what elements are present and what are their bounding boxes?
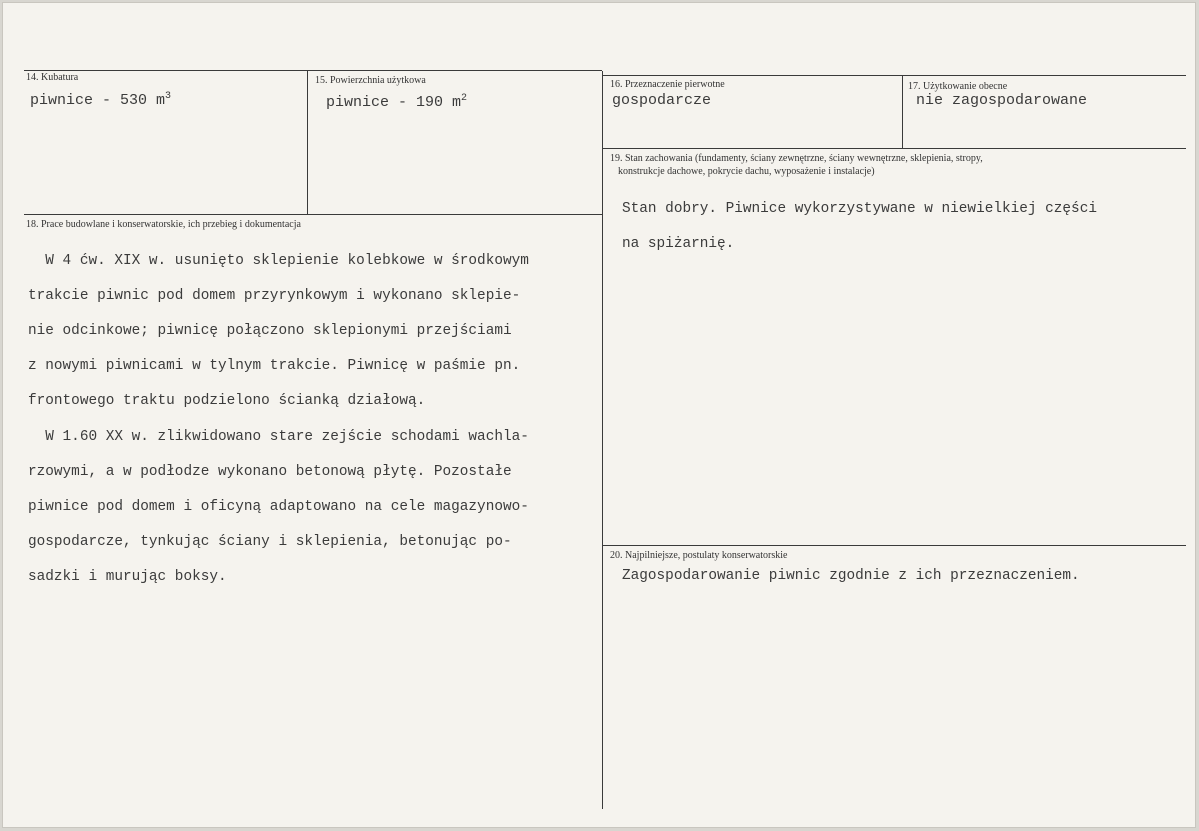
rule-top-left	[24, 70, 602, 71]
rule-16-19	[602, 148, 1186, 149]
field-19-text	[622, 183, 1097, 289]
field-16-value: gospodarcze	[612, 92, 712, 109]
rule-top-right	[602, 75, 1186, 76]
field-18-line: gospodarcze, tynkując ściany i sklepienia, betonując po-	[28, 534, 512, 551]
field-15-label: 15. Powierzchnia użytkowa	[315, 75, 426, 86]
field-16-label: 16. Przeznaczenie pierwotne	[610, 79, 725, 90]
field-15-value	[326, 90, 467, 112]
field-18-line: nie odcinkowe; piwnicę połączono sklepionymi przejściami	[28, 322, 512, 339]
rule-v-14-15	[307, 71, 308, 214]
field-18-line: W 4 ćw. XIX w. usunięto sklepienie kolebkowe w środkowym	[28, 252, 529, 269]
rule-14-18	[24, 214, 602, 215]
field-14-value	[30, 88, 171, 110]
field-15-text: piwnice - 190 m	[326, 94, 462, 111]
field-18-label: 18. Prace budowlane i konserwatorskie, ich przebieg i dokumentacja	[26, 219, 301, 230]
field-18-text	[28, 235, 529, 622]
field-14-label: 14. Kubatura	[26, 72, 79, 83]
field-17-value: nie zagospodarowane	[916, 92, 1088, 109]
inventory-card	[2, 2, 1196, 828]
rule-v-16-17	[902, 76, 903, 148]
field-19-line: Stan dobry. Piwnice wykorzystywane w niewielkiej części	[622, 200, 1097, 217]
field-19-label-line2: konstrukcje dachowe, pokrycie dachu, wyposażenie i instalacje)	[618, 166, 875, 177]
field-14-unit-exp: 3	[165, 91, 172, 102]
field-18-line: piwnice pod domem i oficyną adaptowano na cele magazynowo-	[28, 498, 529, 515]
field-18-line: W 1.60 XX w. zlikwidowano stare zejście schodami wachla-	[28, 428, 529, 445]
field-18-line: z nowymi piwnicami w tylnym trakcie. Piwnicę w paśmie pn.	[28, 358, 521, 375]
field-20-label: 20. Najpilniejsze, postulaty konserwatorskie	[610, 550, 788, 561]
field-20-text: Zagospodarowanie piwnic zgodnie z ich przeznaczeniem.	[622, 568, 1080, 584]
field-17-label: 17. Użytkowanie obecne	[908, 81, 1008, 92]
field-14-text: piwnice - 530 m	[30, 92, 166, 109]
field-18-line: frontowego traktu podzielono ścianką działową.	[28, 393, 426, 410]
field-18-line: trakcie piwnic pod domem przyrynkowym i wykonano sklepie-	[28, 287, 521, 304]
field-18-line: sadzki i murując boksy.	[28, 569, 227, 586]
field-19-line: na spiżarnię.	[622, 235, 735, 252]
field-19-label-line1: 19. Stan zachowania (fundamenty, ściany zewnętrzne, ściany wewnętrzne, sklepienia, stropy,	[610, 153, 983, 164]
rule-v-main	[602, 71, 603, 809]
field-18-line: rzowymi, a w podłodze wykonano betonową płytę. Pozostałe	[28, 463, 512, 480]
rule-19-20	[602, 545, 1186, 546]
field-15-unit-exp: 2	[461, 93, 468, 104]
